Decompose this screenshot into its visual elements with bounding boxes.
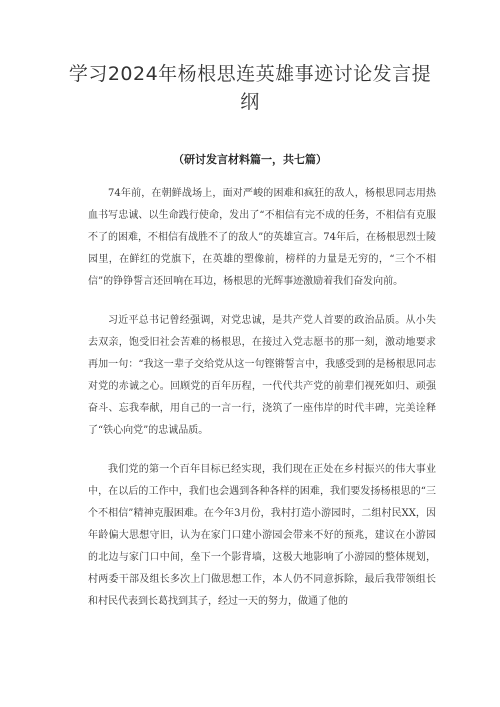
document-body [88,183,436,613]
body-paragraph-3: 我们党的第一个百年目标已经实现，我们现在正处在乡村振兴的伟大事业中，在以后的工作中，我们也会遇到各种各样的困难，我们要发扬杨根思的“三个不相信”精神克服困难。在今年3月份，我村打造小游园时，二组村民XX，因年龄偏大思想守旧，认为在家门口建小游园会带来不好的预兆，建议在小游园的北边与家门口中间，垒下一个影背墙，这极大地影响了小游园的整体规划，村两委干部及组长多次上门做思想工作，本人仍不同意拆除，最后我带领组长和村民代表到长葛找到其子，经过一天的努力，做通了他的 [88,464,436,607]
body-paragraph-1: 74年前，在朝鲜战场上，面对严峻的困难和疯狂的敌人，杨根思同志用热血书写忠诚、以生命践行使命，发出了“不相信有完不成的任务，不相信有克服不了的困难，不相信有战胜不了的敌人”的英雄宣言。74年后，在杨根思烈士陵园里，在鲜红的党旗下，在英雄的塑像前，榜样的力量是无穷的，“三个不相信”的铮铮誓言还回响在耳边，杨根思的光辉事迹激励着我们奋发向前。 [88,188,436,287]
document-subtitle: （研讨发言材料篇一，共七篇） [173,153,327,166]
body-paragraph-2: 习近平总书记曾经强调，对党忠诚，是共产党人首要的政治品质。从小失去双亲，饱受旧社会苦难的杨根思，在接过入党志愿书的那一刻，激动地要求再加一句：“我这一辈子交给党从这一句铿锵誓言中，我感受到的是杨根思同志对党的赤诚之心。回顾党的百年历程，一代代共产党的前辈们视死如归、顽强奋斗、忘我奉献，用自己的一言一行，浇筑了一座伟岸的时代丰碑，完美诠释了“铁心向党”的忠诚品质。 [88,315,436,436]
document-title: 学习2024年杨根思连英雄事迹讨论发言提纲 [68,63,432,113]
